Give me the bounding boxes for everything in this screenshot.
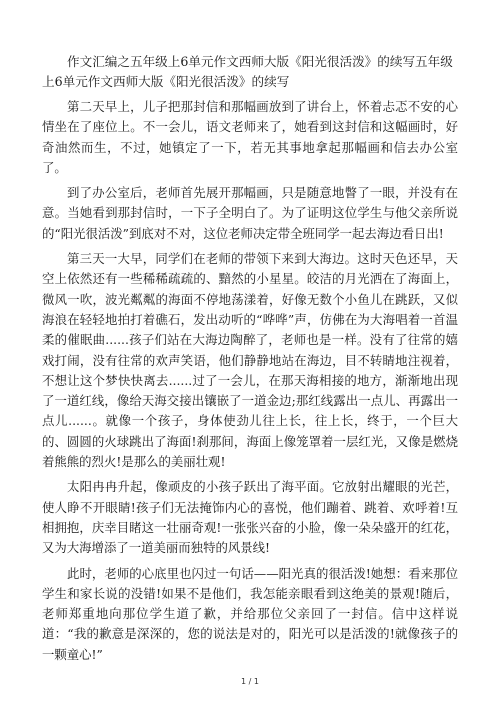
paragraph-3: 第三天一大早，同学们在老师的带领下来到大海边。这时天色还早，天空上依然还有一些稀稀疏疏的、黯然的小星星。皎洁的月光洒在了海面上，微风一吹，波光粼粼的海面不停地荡漾着，好像无数个小鱼儿在跳跃，又似海浪在轻轻地拍打着礁石，发出动听的“哗哗”声，仿佛在为大海唱着一首温柔的催眠曲......孩子们站在大海边陶醉了，老师也是一样。没有了往常的嬉戏打闹，没有往常的欢声笑语，他们静静地站在海边，目不转睛地注视着，不想让这个梦快快离去......过了一会儿，在那天海相接的地方，渐渐地出现了一道红线，像给天海交接出镶嵌了一道金边;那红线露出一点儿、再露出一点儿......。就像一个孩子，身体使劲儿往上长，往上长，终于，一个巨大的、圆圆的火球跳出了海面!刹那间，海面上像笼罩着一层红光，又像是燃烧着熊熊的烈火!是那么的美丽壮观! [42, 251, 458, 470]
document-page [42, 52, 458, 670]
paragraph-2: 到了办公室后，老师首先展开那幅画，只是随意地瞥了一眼，并没有在意。当她看到那封信时，一下子全明白了。为了证明这位学生与他父亲所说的“阳光很活泼”到底对不对，这位老师决定带全班同学一起去海边看日出! [42, 185, 458, 241]
document-title: 作文汇编之五年级上6单元作文西师大版《阳光很活泼》的续写五年级上6单元作文西师大版《阳光很活泼》的续写 [42, 54, 453, 89]
paragraph-1: 第二天早上，儿子把那封信和那幅画放到了讲台上，怀着忐忑不安的心情坐在了座位上。不一会儿，语文老师来了，她看到这封信和这幅画时，好奇油然而生，不过，她镇定了一下，若无其事地拿起那幅画和信去办公室了。 [42, 99, 458, 175]
paragraph-5: 此时，老师的心底里也闪过一句话——阳光真的很活泼!她想：看来那位学生和家长说的没错!如果不是他们，我怎能亲眼看到这绝美的景观!随后，老师郑重地向那位学生道了歉，并给那位父亲回了一封信。信中这样说道：“我的歉意是深深的，您的说法是对的，阳光可以是活泼的!就像孩子的一颗童心!” [42, 565, 458, 662]
page-number: 1 / 1 [241, 677, 259, 686]
paragraph-4: 太阳冉冉升起，像顽皮的小孩子跃出了海平面。它放射出耀眼的光芒，使人睁不开眼睛!孩子们无法掩饰内心的喜悦，他们蹦着、跳着、欢呼着!互相拥抱，庆幸目睹这一壮丽奇观!一张张兴奋的小脸，像一朵朵盛开的红花，又为大海增添了一道美丽而独特的风景线! [42, 479, 458, 556]
